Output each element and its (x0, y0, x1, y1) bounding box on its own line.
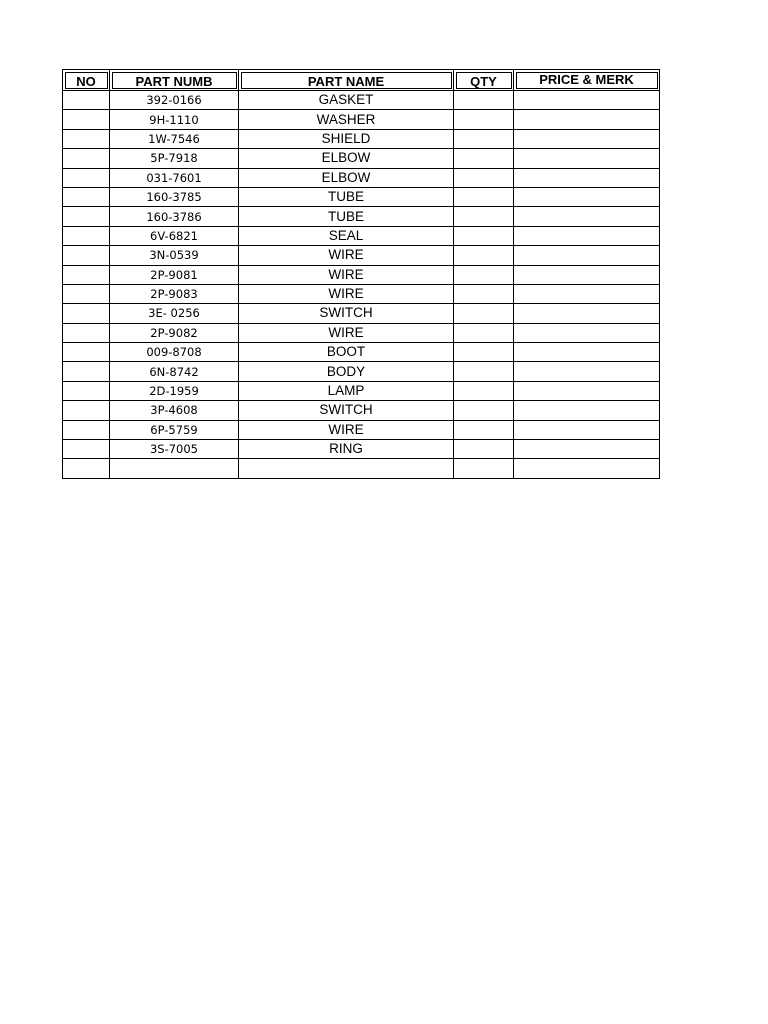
cell-no (63, 187, 110, 206)
cell-price-merk (514, 459, 660, 478)
table-row (63, 459, 660, 478)
cell-part-name: RING (239, 440, 454, 459)
cell-qty (454, 187, 514, 206)
cell-part-name (239, 459, 454, 478)
cell-part-name: WIRE (239, 265, 454, 284)
cell-price-merk (514, 362, 660, 381)
cell-part-number: 3P-4608 (110, 401, 239, 420)
table-row (63, 381, 660, 400)
cell-part-name: WIRE (239, 246, 454, 265)
cell-part-name: ELBOW (239, 168, 454, 187)
cell-qty (454, 381, 514, 400)
cell-price-merk (514, 91, 660, 110)
cell-no (63, 284, 110, 303)
cell-part-number: 6P-5759 (110, 420, 239, 439)
parts-sheet (62, 69, 660, 479)
table-row (63, 323, 660, 342)
cell-qty (454, 265, 514, 284)
table-row (63, 91, 660, 110)
cell-qty (454, 401, 514, 420)
cell-price-merk (514, 304, 660, 323)
cell-no (63, 362, 110, 381)
cell-qty (454, 420, 514, 439)
cell-part-number: 009-8708 (110, 343, 239, 362)
parts-table-body (63, 91, 660, 479)
cell-part-name: LAMP (239, 381, 454, 400)
cell-part-name: WASHER (239, 110, 454, 129)
header-price-merk: PRICE & MERK (514, 70, 660, 91)
cell-qty (454, 110, 514, 129)
cell-price-merk (514, 168, 660, 187)
cell-part-name: SEAL (239, 226, 454, 245)
cell-qty (454, 440, 514, 459)
cell-qty (454, 207, 514, 226)
cell-part-number (110, 459, 239, 478)
cell-price-merk (514, 187, 660, 206)
cell-price-merk (514, 284, 660, 303)
cell-no (63, 207, 110, 226)
cell-price-merk (514, 343, 660, 362)
cell-price-merk (514, 207, 660, 226)
cell-qty (454, 362, 514, 381)
cell-part-number: 1W-7546 (110, 129, 239, 148)
table-row (63, 401, 660, 420)
table-row (63, 265, 660, 284)
cell-no (63, 459, 110, 478)
cell-part-number: 6N-8742 (110, 362, 239, 381)
cell-part-name: BOOT (239, 343, 454, 362)
cell-qty (454, 459, 514, 478)
cell-qty (454, 304, 514, 323)
cell-no (63, 343, 110, 362)
cell-no (63, 246, 110, 265)
cell-no (63, 149, 110, 168)
header-row (63, 70, 660, 91)
cell-qty (454, 343, 514, 362)
cell-part-name: TUBE (239, 187, 454, 206)
cell-part-number: 392-0166 (110, 91, 239, 110)
cell-qty (454, 149, 514, 168)
table-row (63, 284, 660, 303)
cell-part-number: 6V-6821 (110, 226, 239, 245)
table-row (63, 226, 660, 245)
cell-price-merk (514, 265, 660, 284)
cell-qty (454, 91, 514, 110)
cell-price-merk (514, 149, 660, 168)
cell-part-number: 3S-7005 (110, 440, 239, 459)
cell-part-name: BODY (239, 362, 454, 381)
cell-price-merk (514, 440, 660, 459)
cell-qty (454, 168, 514, 187)
cell-price-merk (514, 110, 660, 129)
cell-part-number: 3N-0539 (110, 246, 239, 265)
cell-part-number: 160-3785 (110, 187, 239, 206)
cell-qty (454, 129, 514, 148)
cell-part-name: TUBE (239, 207, 454, 226)
cell-qty (454, 284, 514, 303)
cell-no (63, 323, 110, 342)
table-row (63, 246, 660, 265)
cell-part-name: SHIELD (239, 129, 454, 148)
cell-no (63, 420, 110, 439)
cell-price-merk (514, 381, 660, 400)
table-row (63, 110, 660, 129)
cell-price-merk (514, 401, 660, 420)
table-row (63, 149, 660, 168)
cell-no (63, 265, 110, 284)
cell-part-number: 3E- 0256 (110, 304, 239, 323)
header-part-number: PART NUMB (110, 70, 239, 91)
header-part-name: PART NAME (239, 70, 454, 91)
cell-part-number: 2P-9081 (110, 265, 239, 284)
cell-part-name: SWITCH (239, 304, 454, 323)
cell-part-name: WIRE (239, 323, 454, 342)
cell-no (63, 110, 110, 129)
header-qty: QTY (454, 70, 514, 91)
cell-no (63, 440, 110, 459)
cell-no (63, 401, 110, 420)
table-row (63, 207, 660, 226)
table-row (63, 343, 660, 362)
cell-no (63, 381, 110, 400)
cell-part-name: WIRE (239, 284, 454, 303)
table-row (63, 304, 660, 323)
header-no: NO (63, 70, 110, 91)
parts-table (62, 69, 660, 479)
cell-no (63, 304, 110, 323)
cell-qty (454, 323, 514, 342)
cell-qty (454, 226, 514, 245)
cell-qty (454, 246, 514, 265)
cell-part-number: 2P-9083 (110, 284, 239, 303)
table-row (63, 440, 660, 459)
table-row (63, 187, 660, 206)
cell-part-name: GASKET (239, 91, 454, 110)
table-row (63, 129, 660, 148)
cell-no (63, 129, 110, 148)
table-row (63, 362, 660, 381)
cell-part-number: 160-3786 (110, 207, 239, 226)
cell-part-number: 2D-1959 (110, 381, 239, 400)
cell-price-merk (514, 129, 660, 148)
cell-no (63, 91, 110, 110)
cell-part-number: 5P-7918 (110, 149, 239, 168)
cell-part-name: SWITCH (239, 401, 454, 420)
cell-no (63, 226, 110, 245)
table-row (63, 168, 660, 187)
cell-price-merk (514, 323, 660, 342)
cell-part-number: 2P-9082 (110, 323, 239, 342)
cell-price-merk (514, 226, 660, 245)
cell-price-merk (514, 246, 660, 265)
cell-part-name: WIRE (239, 420, 454, 439)
cell-part-number: 031-7601 (110, 168, 239, 187)
cell-price-merk (514, 420, 660, 439)
cell-part-name: ELBOW (239, 149, 454, 168)
cell-no (63, 168, 110, 187)
cell-part-number: 9H-1110 (110, 110, 239, 129)
table-row (63, 420, 660, 439)
